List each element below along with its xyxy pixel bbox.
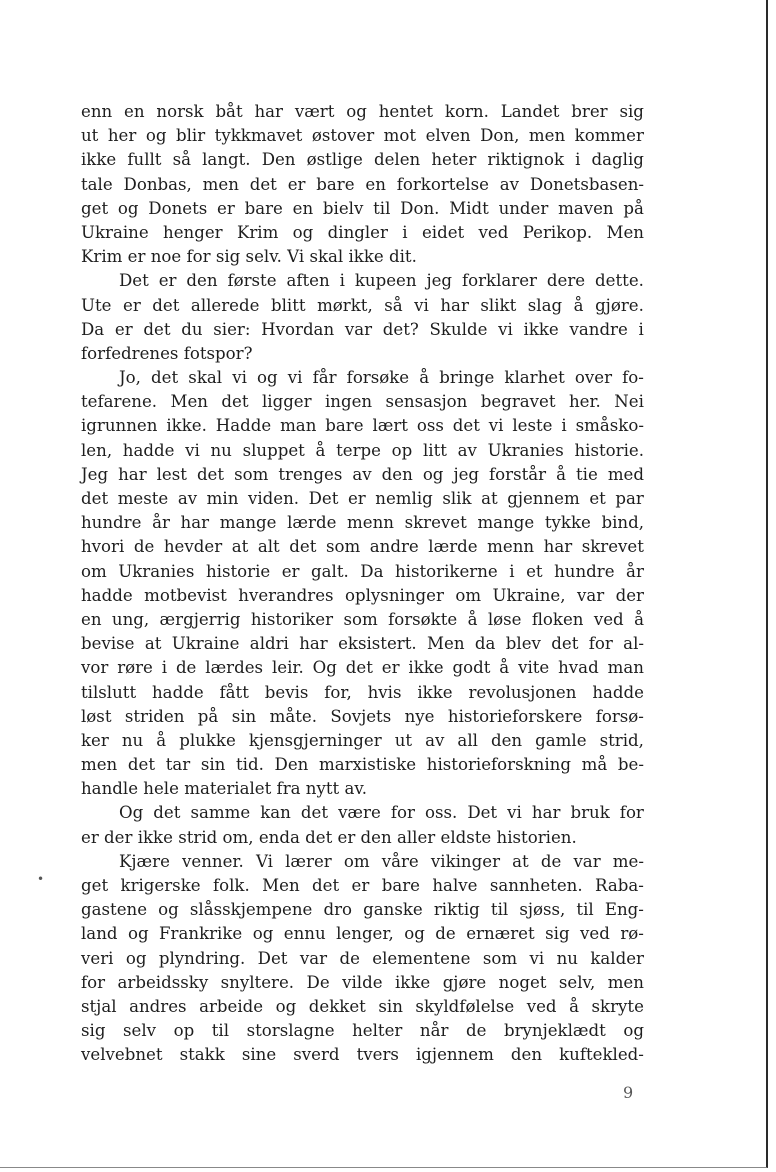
- text-line: ker nu å plukke kjensgjerninger ut av all den gamle strid,: [81, 730, 644, 750]
- text-line: Kjære venner. Vi lærer om våre vikinger at de var me-: [119, 851, 644, 871]
- text-line: bevise at Ukraine aldri har eksistert. Men da blev det for al-: [81, 634, 644, 654]
- text-line: om Ukranies historie er galt. Da historikerne i et hundre år: [81, 561, 644, 581]
- text-line: ikke fullt så langt. Den østlige delen heter riktignok i daglig: [81, 150, 644, 170]
- text-line: det meste av min viden. Det er nemlig slik at gjennem et par: [81, 489, 644, 508]
- text-line: gastene og slåsskjempene dro ganske riktig til sjøss, til Eng-: [81, 900, 644, 920]
- text-line: ut her og blir tykkmavet østover mot elven Don, men kommer: [81, 126, 644, 146]
- text-line: forfedrenes fotspor?: [81, 343, 253, 363]
- text-line: veri og plyndring. Det var de elementene som vi nu kalder: [81, 948, 644, 968]
- text-line: Jeg har lest det som trenges av den og jeg forstår å tie med: [81, 464, 644, 484]
- text-line: tefarene. Men det ligger ingen sensasjon begravet her. Nei: [81, 392, 644, 412]
- page-number: 9: [623, 1083, 634, 1102]
- text-line: er der ikke strid om, enda det er den aller eldste historien.: [81, 827, 577, 847]
- text-line: len, hadde vi nu sluppet å terpe op litt av Ukranies historie.: [81, 440, 644, 460]
- text-line: Da er det du sier: Hvordan var det? Skulde vi ikke vandre i: [81, 319, 644, 339]
- text-line: igrunnen ikke. Hadde man bare lært oss det vi leste i småsko-: [81, 416, 644, 436]
- text-line: velvebnet stakk sine sverd tvers igjennem den kuftekled-: [81, 1045, 644, 1065]
- text-line: stjal andres arbeide og dekket sin skyldfølelse ved å skryte: [81, 996, 644, 1016]
- text-line: tilslutt hadde fått bevis for, hvis ikke revolusjonen hadde: [81, 682, 644, 702]
- text-line: Jo, det skal vi og vi får forsøke å bringe klarhet over fo-: [119, 368, 644, 388]
- text-line: get krigerske folk. Men det er bare halve sannheten. Raba-: [81, 876, 644, 895]
- text-line: land og Frankrike og ennu lenger, og de ernæret sig ved rø-: [81, 924, 644, 944]
- text-line: vor røre i de lærdes leir. Og det er ikke godt å vite hvad man: [81, 658, 644, 678]
- text-line: enn en norsk båt har vært og hentet korn. Landet brer sig: [81, 102, 644, 121]
- text-line: Krim er noe for sig selv. Vi skal ikke dit.: [81, 247, 417, 267]
- text-line: sig selv op til storslagne helter når de brynjeklædt og: [81, 1021, 644, 1041]
- text-line: hundre år har mange lærde menn skrevet mange tykke bind,: [81, 513, 644, 533]
- text-line: en ung, ærgjerrig historiker som forsøkte å løse floken ved å: [81, 609, 644, 629]
- text-line: løst striden på sin måte. Sovjets nye historieforskere forsø-: [81, 706, 644, 726]
- text-line: for arbeidssky snyltere. De vilde ikke gjøre noget selv, men: [81, 972, 644, 992]
- text-line: Ukraine henger Krim og dingler i eidet ved Perikop. Men: [81, 222, 644, 242]
- text-line: handle hele materialet fra nytt av.: [81, 779, 368, 799]
- body-text: [81, 100, 644, 1068]
- text-line: Ute er det allerede blitt mørkt, så vi har slikt slag å gjøre.: [81, 295, 644, 315]
- text-line: hadde motbevist hverandres oplysninger om Ukraine, var der: [81, 585, 644, 605]
- margin-dot: •: [37, 872, 45, 886]
- text-line: tale Donbas, men det er bare en forkortelse av Donetsbasen-: [81, 174, 644, 194]
- text-line: Og det samme kan det være for oss. Det vi har bruk for: [119, 803, 644, 823]
- text-line: get og Donets er bare en bielv til Don. Midt under maven på: [81, 198, 644, 218]
- text-line: hvori de hevder at alt det som andre lærde menn har skrevet: [81, 537, 644, 557]
- text-line: Det er den første aften i kupeen jeg forklarer dere dette.: [119, 271, 644, 291]
- text-line: men det tar sin tid. Den marxistiske historieforskning må be-: [81, 755, 644, 775]
